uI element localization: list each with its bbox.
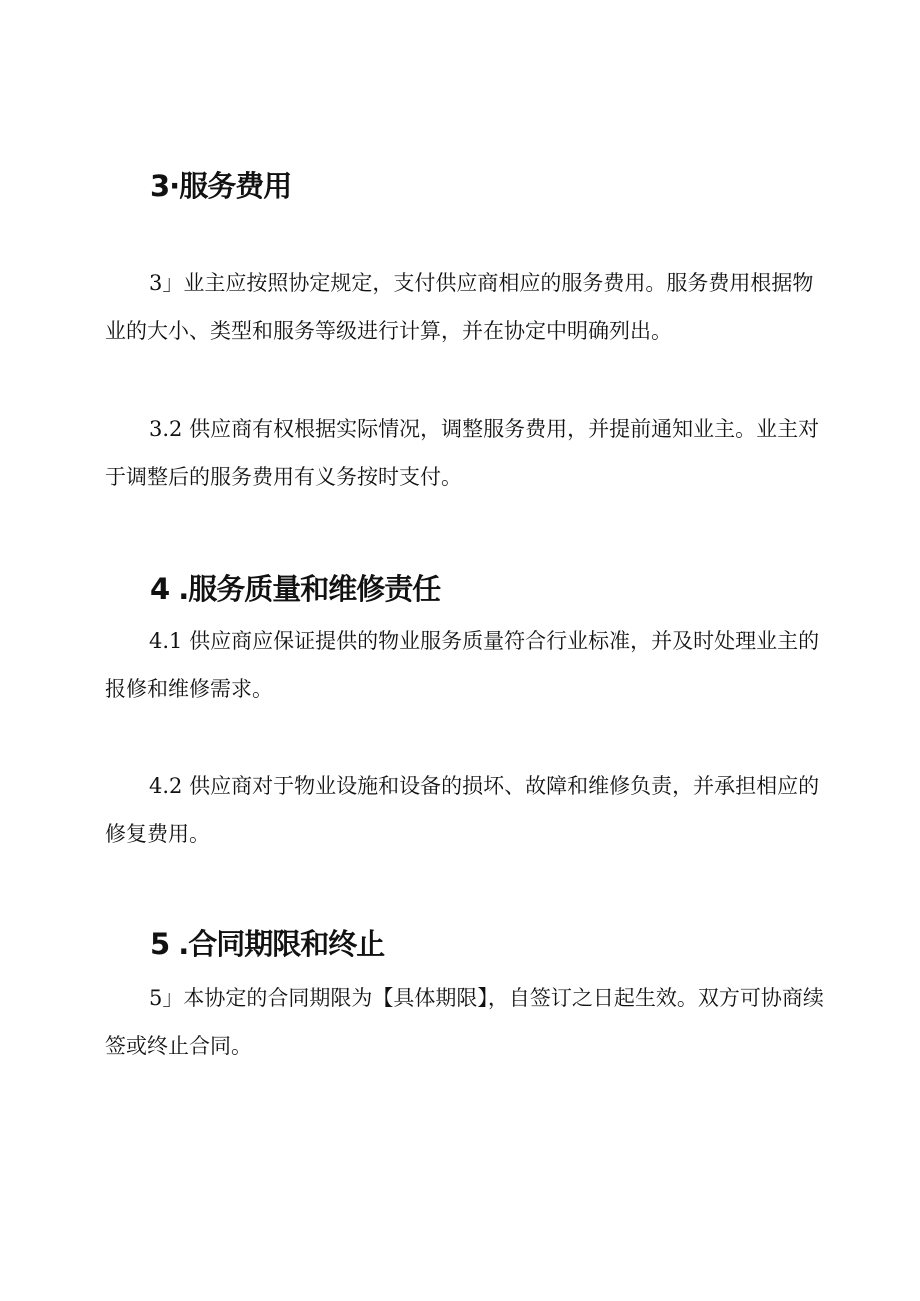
- section-heading: 4 .服务质量和维修责任: [150, 572, 441, 606]
- paragraph: 3」业主应按照协定规定，支付供应商相应的服务费用。服务费用根据物业的大小、类型和服务等级进行计算，并在协定中明确列出。: [105, 271, 814, 343]
- paragraph: 4.2 供应商对于物业设施和设备的损坏、故障和维修负责，并承担相应的修复费用。: [105, 774, 820, 846]
- section-heading: 3·服务费用: [150, 169, 292, 203]
- paragraph: 4.1 供应商应保证提供的物业服务质量符合行业标准，并及时处理业主的报修和维修需求。: [105, 629, 820, 701]
- section-heading: 5 .合同期限和终止: [150, 927, 385, 961]
- paragraph: 3.2 供应商有权根据实际情况，调整服务费用，并提前通知业主。业主对于调整后的服务费用有义务按时支付。: [105, 417, 820, 489]
- paragraph: 5」本协定的合同期限为【具体期限】，自签订之日起生效。双方可协商续签或终止合同。: [105, 986, 824, 1058]
